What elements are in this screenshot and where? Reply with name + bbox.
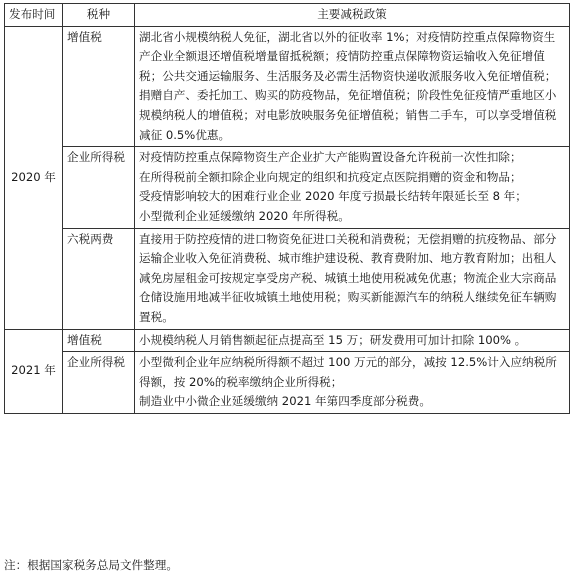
- table-note: 注：根据国家税务总局文件整理。: [4, 558, 178, 572]
- policy-cell: [135, 228, 570, 329]
- policy-text: 对疫情防控重点保障物资生产企业扩大产能购置设备允许税前一次性扣除；: [139, 150, 522, 165]
- policy-text: 制造业中小微企业延缓缴纳 2021 年第四季度部分税费。: [139, 394, 431, 409]
- table-row: [5, 228, 570, 329]
- policy-cell: [135, 352, 570, 414]
- table-row: [5, 26, 570, 147]
- tax-type-cell: 企业所得税: [63, 352, 135, 414]
- tax-type-cell: 六税两费: [63, 228, 135, 329]
- policy-text: 小型微利企业年应纳税所得额不超过 100 万元的部分，减按 12.5%计入应纳税所得额，按 20%的税率缴纳企业所得税；: [139, 355, 557, 389]
- policy-text: 小型微利企业延缓缴纳 2020 年所得税。: [139, 208, 350, 223]
- policy-text: 受疫情影响较大的困难行业企业 2020 年度亏损最长结转年限延长至 8 年；: [139, 189, 527, 204]
- policy-text: 湖北省小规模纳税人免征，湖北省以外的征收率 1%；对疫情防控重点保障物资生产企业全额退还增值税增量留抵税额；疫情防控重点保障物资运输收入免征增值税；公共交通运输服务、生活服务及必需生活物资快递收派服务收入免征增值税；捐赠自产、委托加工、购买的防疫物品，免征增值税；阶段性免征疫情严重地区小规模纳税人的增值税；对电影放映服务免征增值税；销售二手车，可以享受增值税减征 0.5%优惠。: [139, 29, 557, 142]
- policy-text: 直接用于防控疫情的进口物资免征进口关税和消费税；无偿捐赠的抗疫物品、部分运输企业收入免征消费税、城市维护建设税、教育费附加、地方教育附加；出租人减免房屋租金可按规定享受房产税、城镇土地使用税减免优惠；物流企业大宗商品仓储设施用地减半征收城镇土地使用税；购买新能源汽车的纳税人继续免征车辆购置税。: [139, 231, 557, 324]
- tax-type-cell: 企业所得税: [63, 147, 135, 228]
- policy-cell: [135, 147, 570, 228]
- header-release-time: 发布时间: [5, 4, 63, 27]
- header-main-policies: 主要减税政策: [135, 4, 570, 27]
- policy-cell: [135, 329, 570, 352]
- tax-type-cell: 增值税: [63, 329, 135, 352]
- table-header-row: [5, 4, 570, 27]
- tax-type-cell: 增值税: [63, 26, 135, 147]
- year-cell: 2021 年: [5, 329, 63, 413]
- policy-text: 在所得税前全额扣除企业向规定的组织和抗疫定点医院捐赠的资金和物品；: [139, 169, 522, 184]
- table-row: [5, 329, 570, 352]
- year-cell: 2020 年: [5, 26, 63, 329]
- header-tax-type: 税种: [63, 4, 135, 27]
- policy-cell: [135, 26, 570, 147]
- tax-policy-table: [4, 3, 570, 414]
- policy-text: 小规模纳税人月销售额起征点提高至 15 万；研发费用可加计扣除 100% 。: [139, 332, 527, 347]
- table-row: [5, 352, 570, 414]
- table-row: [5, 147, 570, 228]
